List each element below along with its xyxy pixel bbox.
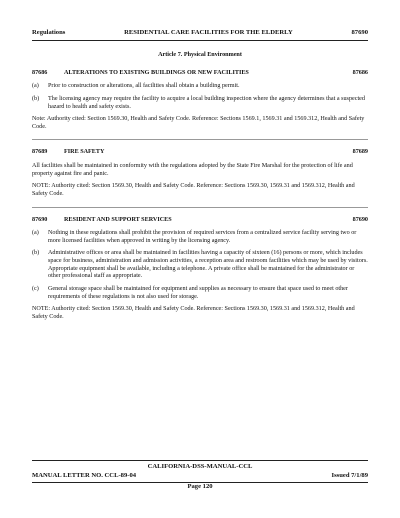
footer-manual-name: CALIFORNIA-DSS-MANUAL-CCL bbox=[147, 463, 253, 470]
page-header bbox=[32, 30, 368, 41]
section-number: 87689 bbox=[32, 149, 48, 156]
header-section-number: 87690 bbox=[351, 29, 368, 36]
subsection-label: (b) bbox=[32, 95, 40, 102]
page-body bbox=[32, 52, 368, 329]
subsection-label: (c) bbox=[32, 285, 39, 292]
footer-issued-date: Issued 7/1/89 bbox=[331, 471, 368, 479]
section-title: ALTERATIONS TO EXISTING BUILDINGS OR NEW FACILITIES bbox=[64, 69, 249, 76]
subsection bbox=[32, 230, 368, 245]
section-divider bbox=[32, 139, 368, 140]
page-footer bbox=[32, 460, 368, 492]
section-87686 bbox=[32, 70, 368, 132]
subsection-label: (a) bbox=[32, 230, 39, 237]
footer-manual-letter: MANUAL LETTER NO. CCL-89-04 bbox=[32, 471, 137, 479]
footer-page-number: Page 120 bbox=[187, 482, 213, 490]
footer-row bbox=[32, 472, 368, 483]
authority-note: NOTE: Authority cited: Section 1569.30, Health and Safety Code. Reference: Sections 1569.30, 1569.31 and 1569.312, Health and Safety Code. bbox=[32, 183, 355, 197]
article-title: Article 7. Physical Environment bbox=[158, 52, 242, 58]
section-number-right: 87690 bbox=[352, 216, 368, 223]
section-heading bbox=[32, 149, 368, 157]
section-87690 bbox=[32, 217, 368, 322]
subsection bbox=[32, 83, 368, 91]
subsection-label: (b) bbox=[32, 250, 40, 257]
subsection-text: Prior to construction or alterations, all facilities shall obtain a building permit. bbox=[48, 83, 240, 90]
header-title: RESIDENTIAL CARE FACILITIES FOR THE ELDERLY bbox=[124, 29, 293, 36]
subsection-text: Administrative offices or area shall be maintained in facilities having a capacity of sixteen (16) persons or more, which includes space for business, administration and admission activities, a reception area and restroom facilities which may be used by visitors. Appropriate equipment shall be available, including a telephone. A private office shall be maintained for the administrator or other professional staff as appropriate. bbox=[48, 250, 368, 280]
subsection-text: The licensing agency may require the facility to acquire a local building inspection where the agency determines that a suspected hazard to health and safety exists. bbox=[48, 95, 365, 110]
section-heading bbox=[32, 217, 368, 225]
subsection bbox=[32, 286, 368, 301]
authority-note: Note: Authority cited: Section 1569.30, Health and Safety Code. Reference: Sections 1569.1, 1569.31 and 1569.312, Health and Safety Code. bbox=[32, 116, 365, 130]
header-left: Regulations bbox=[32, 29, 66, 36]
subsection-text: Nothing in these regulations shall prohibit the provision of required services from a centralized service facility serving two or more licensed facilities when approved in writing by the licensing agency. bbox=[48, 230, 357, 244]
section-number-right: 87689 bbox=[352, 149, 368, 156]
subsection-text: General storage space shall be maintained for equipment and supplies as necessary to ensure that space used to meet other requirements of these regulations is not also used for storage. bbox=[48, 285, 348, 300]
section-paragraph: All facilities shall be maintained in conformity with the regulations adopted by the State Fire Marshal for the protection of life and property against fire and panic. bbox=[32, 163, 353, 177]
section-title: FIRE SAFETY bbox=[64, 149, 105, 156]
subsection bbox=[32, 96, 368, 111]
section-number-right: 87686 bbox=[352, 69, 368, 76]
section-number: 87690 bbox=[32, 216, 48, 223]
section-heading bbox=[32, 70, 368, 78]
section-divider bbox=[32, 207, 368, 208]
subsection bbox=[32, 250, 368, 281]
subsection-label: (a) bbox=[32, 83, 39, 90]
section-87689 bbox=[32, 149, 368, 198]
section-number: 87686 bbox=[32, 69, 48, 76]
authority-note: NOTE: Authority cited: Section 1569.30, Health and Safety Code. Reference: Sections 1569.30, 1569.31 and 1569.312, Health and Safety Code. bbox=[32, 306, 355, 320]
section-title: RESIDENT AND SUPPORT SERVICES bbox=[64, 216, 172, 223]
